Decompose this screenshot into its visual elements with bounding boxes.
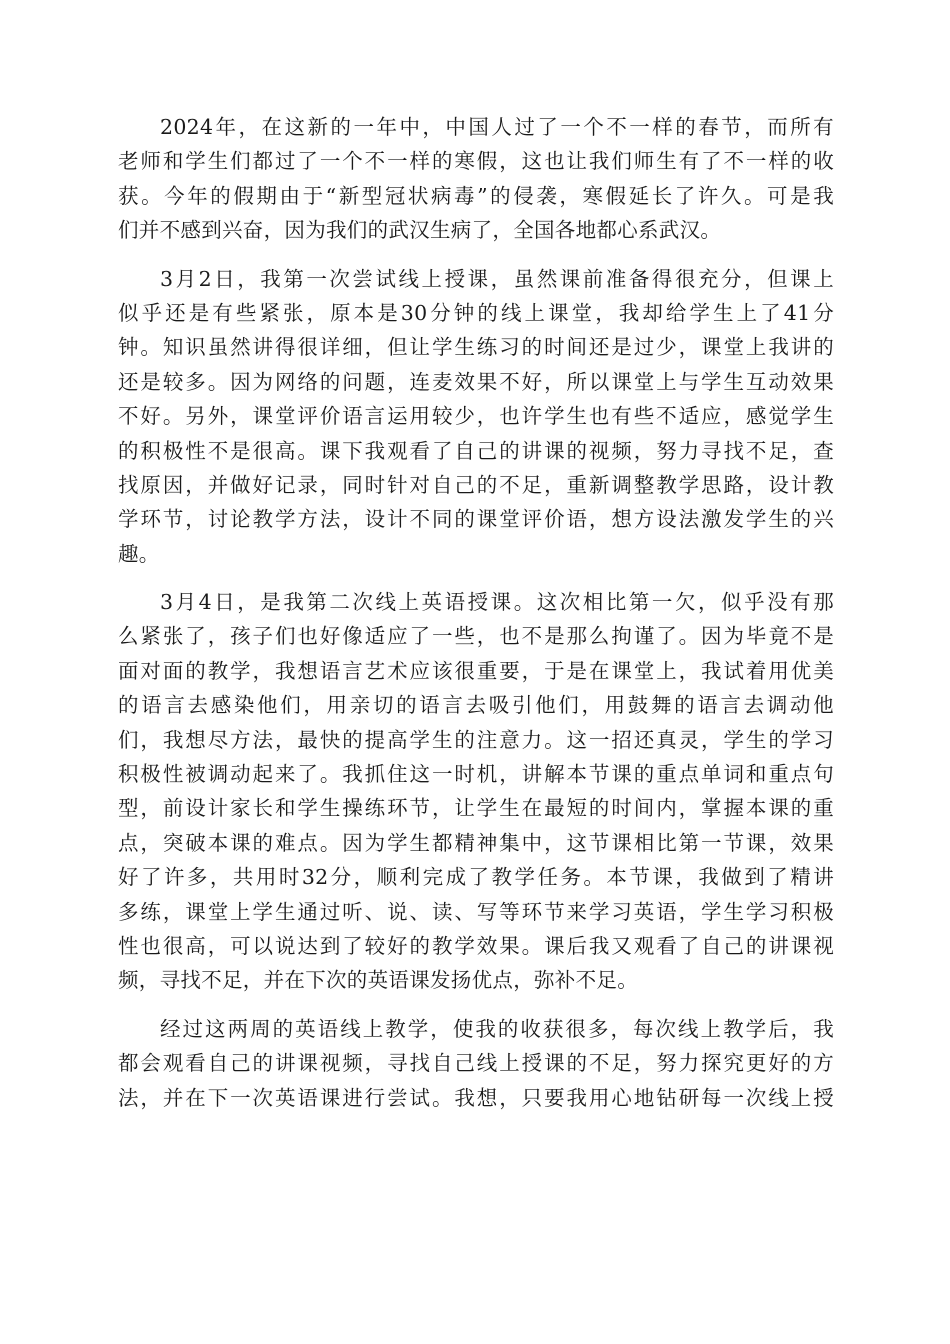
- text-line: 面对面的教学，我想语言艺术应该很重要，于是在课堂上，我试着用优美: [118, 658, 834, 683]
- text-line: 都会观看自己的讲课视频，寻找自己线上授课的不足，努力探究更好的方: [118, 1051, 834, 1076]
- paragraph-2: [118, 262, 834, 572]
- text-line: 3月2日，我第一次尝试线上授课，虽然课前准备得很充分，但课上: [160, 266, 834, 291]
- text-line: 么紧张了，孩子们也好像适应了一些，也不是那么拘谨了。因为毕竟不是: [118, 624, 834, 649]
- text-line: 型，前设计家长和学生操练环节，让学生在最短的时间内，掌握本课的重: [118, 796, 834, 821]
- text-line: 经过这两周的英语线上教学，使我的收获很多，每次线上教学后，我: [160, 1016, 834, 1041]
- text-line: 的语言去感染他们，用亲切的语言去吸引他们，用鼓舞的语言去调动他: [118, 693, 834, 718]
- text-line: 钟。知识虽然讲得很详细，但让学生练习的时间还是过少，课堂上我讲的: [118, 335, 834, 360]
- text-line: 性也很高，可以说达到了较好的教学效果。课后我又观看了自己的讲课视: [118, 933, 834, 958]
- text-line: 积极性被调动起来了。我抓住这一时机，讲解本节课的重点单词和重点句: [118, 762, 834, 787]
- text-line: 似乎还是有些紧张，原本是30分钟的线上课堂，我却给学生上了41分: [118, 300, 834, 325]
- text-line: 们，我想尽方法，最快的提高学生的注意力。这一招还真灵，学生的学习: [118, 727, 834, 752]
- text-line: 的积极性不是很高。课下我观看了自己的讲课的视频，努力寻找不足，查: [118, 438, 834, 463]
- paragraph-3: [118, 585, 834, 998]
- text-line: 多练，课堂上学生通过听、说、读、写等环节来学习英语，学生学习积极: [118, 899, 834, 924]
- text-line: 学环节，讨论教学方法，设计不同的课堂评价语，想方设法激发学生的兴: [118, 507, 834, 532]
- text-line: 频，寻找不足，并在下次的英语课发扬优点，弥补不足。: [118, 968, 638, 993]
- text-line: 3月4日，是我第二次线上英语授课。这次相比第一欠，似乎没有那: [160, 590, 834, 615]
- text-line: 趣。: [118, 541, 160, 566]
- text-line: 们并不感到兴奋，因为我们的武汉生病了，全国各地都心系武汉。: [118, 218, 722, 243]
- paragraph-1: [118, 110, 834, 248]
- text-line: 点，突破本课的难点。因为学生都精神集中，这节课相比第一节课，效果: [118, 830, 834, 855]
- text-line: 老师和学生们都过了一个不一样的寒假，这也让我们师生有了不一样的收: [118, 149, 834, 174]
- document-page: [118, 110, 834, 1129]
- text-line: 获。今年的假期由于“新型冠状病毒”的侵袭，寒假延长了许久。可是我: [118, 183, 834, 208]
- text-line: 好了许多，共用时32分，顺利完成了教学任务。本节课，我做到了精讲: [118, 865, 834, 890]
- text-line: 找原因，并做好记录，同时针对自己的不足，重新调整教学思路，设计教: [118, 472, 834, 497]
- text-line: 法，并在下一次英语课进行尝试。我想，只要我用心地钻研每一次线上授: [118, 1085, 834, 1110]
- text-line: 还是较多。因为网络的问题，连麦效果不好，所以课堂上与学生互动效果: [118, 369, 834, 394]
- paragraph-4: [118, 1012, 834, 1115]
- text-line: 不好。另外，课堂评价语言运用较少，也许学生也有些不适应，感觉学生: [118, 404, 834, 429]
- text-line: 2024年，在这新的一年中，中国人过了一个不一样的春节，而所有: [160, 115, 834, 139]
